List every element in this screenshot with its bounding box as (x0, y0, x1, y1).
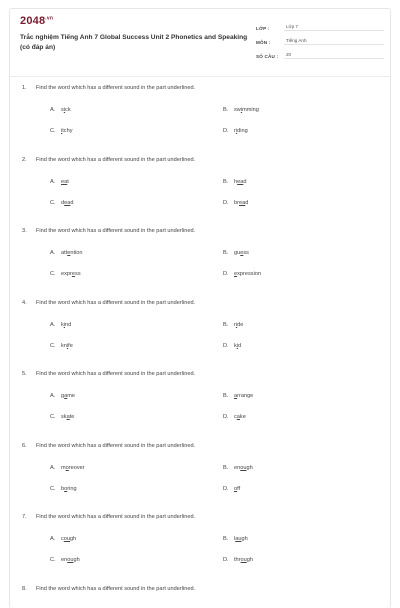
option-letter: C. (50, 342, 56, 349)
meta-count-row (256, 45, 384, 59)
question-text: Find the word which has a different sound in the part underlined. (36, 514, 196, 520)
option-a[interactable] (50, 179, 69, 185)
option-letter: A. (50, 321, 56, 328)
word-prefix: gu (234, 250, 241, 256)
word-suffix: ss (75, 271, 81, 277)
question-3 (22, 228, 382, 277)
option-word (61, 486, 77, 492)
word-prefix: expr (61, 271, 72, 277)
option-word (234, 107, 259, 113)
word-suffix: reover (68, 464, 85, 471)
word-suffix: ck (65, 107, 71, 113)
header-divider (10, 76, 390, 77)
word-prefix: en (61, 557, 68, 563)
option-letter: B. (223, 178, 229, 185)
meta-subject-row (256, 31, 384, 45)
word-underlined-part: a (234, 393, 238, 399)
option-letter: D. (223, 271, 229, 277)
option-c[interactable] (50, 557, 80, 563)
option-letter: A. (50, 393, 56, 399)
word-suffix: ntion (70, 250, 83, 256)
word-prefix: en (234, 464, 241, 471)
meta-class-label: LỚP : (256, 26, 270, 31)
word-underlined-part: e (67, 250, 71, 256)
word-suffix: d (245, 199, 249, 206)
word-underlined-part: ou (67, 557, 74, 563)
word-prefix: sw (234, 107, 241, 113)
option-word (61, 322, 71, 328)
word-prefix: s (61, 107, 64, 113)
option-word (61, 536, 76, 542)
option-d[interactable] (223, 128, 248, 134)
word-suffix: te (69, 414, 75, 420)
question-text: Find the word which has a different sound in the part underlined. (36, 585, 196, 592)
question-6 (22, 442, 382, 492)
question-number: 2. (22, 156, 27, 163)
word-underlined-part: e (71, 271, 76, 277)
word-underlined-part: e (234, 271, 238, 277)
word-prefix: r (234, 321, 236, 328)
meta-subject-label: MÔN : (256, 40, 271, 45)
option-word (234, 486, 240, 492)
word-underlined-part: ou (240, 464, 247, 471)
option-b[interactable] (223, 107, 259, 113)
option-word (234, 393, 253, 399)
word-prefix: l (234, 536, 236, 542)
word-prefix: c (234, 414, 237, 420)
word-suffix: gh (241, 536, 248, 542)
word-suffix: ring (67, 485, 77, 492)
option-word (234, 179, 246, 185)
meta-class-value: Lớp 7 (284, 24, 384, 31)
word-underlined-part: i (235, 128, 238, 134)
option-word (234, 343, 241, 349)
option-word (61, 393, 75, 399)
option-b[interactable] (223, 179, 246, 185)
word-underlined-part: a (236, 414, 240, 420)
option-word (61, 465, 85, 471)
question-text: Find the word which has a different sound in the part underlined. (36, 371, 196, 377)
word-suffix: gh (70, 536, 77, 542)
option-word (234, 128, 248, 134)
word-prefix: g (61, 393, 65, 399)
word-underlined-part: e (240, 250, 244, 256)
option-b[interactable] (223, 250, 249, 256)
option-c[interactable] (50, 414, 74, 420)
option-letter: B. (223, 250, 229, 256)
option-d[interactable] (223, 414, 246, 420)
option-letter: C. (50, 128, 56, 134)
word-underlined-part: i (235, 321, 238, 328)
word-suffix: t (67, 178, 69, 185)
option-word (234, 557, 253, 563)
word-prefix: sk (61, 414, 67, 420)
word-underlined-part: ea (237, 178, 244, 185)
word-underlined-part: i (236, 342, 239, 349)
question-prompt (22, 85, 382, 95)
word-suffix: ss (243, 250, 249, 256)
question-number: 8. (22, 585, 27, 592)
question-number: 1. (22, 85, 27, 91)
word-suffix: d (238, 342, 242, 349)
option-word (234, 536, 248, 542)
question-1 (22, 85, 382, 134)
option-letter: B. (223, 393, 229, 399)
option-letter: B. (223, 107, 229, 113)
option-word (61, 107, 71, 113)
question-prompt (22, 157, 382, 167)
option-word (61, 343, 73, 349)
word-underlined-part: ou (240, 557, 247, 563)
option-word (234, 200, 248, 206)
word-prefix: b (61, 485, 65, 492)
option-a[interactable] (50, 465, 85, 471)
option-a[interactable] (50, 393, 75, 399)
option-word (234, 465, 253, 471)
question-2 (22, 156, 382, 206)
meta-info (256, 17, 384, 59)
option-word (61, 179, 69, 185)
word-underlined-part: ea (64, 199, 71, 206)
word-underlined-part: ea (238, 199, 246, 206)
option-word (234, 271, 261, 277)
word-prefix: h (234, 178, 238, 185)
logo[interactable] (20, 15, 53, 27)
question-7 (22, 514, 382, 563)
option-a[interactable] (50, 250, 83, 256)
option-d[interactable] (223, 486, 240, 492)
word-suffix: xpression (237, 271, 262, 277)
option-d[interactable] (223, 557, 253, 563)
question-prompt (22, 443, 382, 453)
word-underlined-part: o (234, 485, 238, 492)
meta-class-row (256, 17, 384, 31)
word-underlined-part: ou (63, 536, 71, 542)
option-d[interactable] (223, 343, 241, 349)
option-b[interactable] (223, 393, 253, 399)
word-underlined-part: i (61, 128, 63, 134)
question-text: Find the word which has a different sound in the part underlined. (36, 228, 196, 234)
word-suffix: tchy (62, 128, 73, 134)
word-underlined-part: i (63, 107, 66, 113)
option-letter: D. (223, 485, 229, 492)
page-title: Trắc nghiệm Tiếng Anh 7 Global Success Unit 2 Phonetics and Speaking (có đáp án) (20, 34, 248, 51)
option-b[interactable] (223, 465, 253, 471)
option-letter: D. (223, 557, 229, 563)
option-b[interactable] (223, 322, 243, 328)
option-word (61, 271, 81, 277)
word-suffix: gh (73, 557, 80, 563)
option-a[interactable] (50, 536, 76, 542)
word-suffix: d (70, 199, 74, 206)
option-a[interactable] (50, 322, 71, 328)
option-letter: B. (223, 321, 229, 328)
option-c[interactable] (50, 271, 81, 277)
option-c[interactable] (50, 486, 77, 492)
question-prompt (22, 586, 382, 596)
option-word (61, 557, 80, 563)
question-text: Find the word which has a different sound in the part underlined. (36, 85, 196, 91)
word-suffix: rrange (237, 393, 254, 399)
question-8 (22, 586, 382, 596)
word-prefix: k (234, 342, 237, 349)
option-a[interactable] (50, 107, 71, 113)
option-d[interactable] (223, 271, 261, 277)
question-prompt (22, 228, 382, 238)
word-underlined-part: o (64, 485, 68, 492)
header (10, 9, 390, 66)
option-c[interactable] (50, 200, 73, 206)
option-letter: D. (223, 199, 229, 206)
option-word (61, 250, 83, 256)
word-underlined-part: ea (61, 178, 68, 185)
word-suffix: gh (246, 557, 253, 563)
option-letter: A. (50, 536, 56, 542)
word-prefix: r (234, 128, 236, 134)
question-number: 7. (22, 514, 27, 520)
logo-domain: .vn (45, 15, 54, 22)
option-letter: C. (50, 199, 56, 206)
option-letter: C. (50, 485, 56, 492)
word-suffix: ff (237, 485, 241, 492)
word-suffix: gh (246, 464, 253, 471)
option-letter: C. (50, 414, 56, 420)
option-c[interactable] (50, 343, 73, 349)
option-d[interactable] (223, 200, 248, 206)
question-text: Find the word which has a different sound in the part underlined. (36, 156, 196, 163)
option-word (234, 322, 243, 328)
option-letter: C. (50, 557, 56, 563)
question-prompt (22, 300, 382, 310)
word-underlined-part: a (66, 414, 70, 420)
option-letter: D. (223, 342, 229, 349)
word-suffix: d (243, 178, 247, 185)
option-letter: B. (223, 536, 229, 542)
question-prompt (22, 514, 382, 524)
question-5 (22, 371, 382, 420)
option-letter: A. (50, 464, 56, 471)
logo-text: 2048 (20, 15, 46, 27)
word-prefix: k (61, 321, 64, 328)
word-suffix: fe (68, 342, 73, 349)
option-letter: A. (50, 178, 56, 185)
word-suffix: ding (237, 128, 248, 134)
question-number: 5. (22, 371, 27, 377)
option-word (234, 250, 249, 256)
option-b[interactable] (223, 536, 248, 542)
word-prefix: thr (234, 557, 241, 563)
word-suffix: mming (242, 107, 259, 113)
word-underlined-part: o (65, 464, 69, 471)
question-text: Find the word which has a different sound in the part underlined. (36, 442, 196, 449)
word-prefix: kn (61, 342, 67, 349)
option-letter: A. (50, 250, 56, 256)
question-number: 6. (22, 442, 27, 449)
meta-subject-value: Tiếng Anh (284, 38, 384, 45)
word-underlined-part: i (63, 321, 66, 328)
word-prefix: d (61, 199, 65, 206)
word-suffix: nd (65, 321, 72, 328)
option-c[interactable] (50, 128, 73, 134)
option-letter: D. (223, 128, 229, 134)
option-letter: A. (50, 107, 56, 113)
option-word (234, 414, 246, 420)
option-letter: C. (50, 271, 56, 277)
question-prompt (22, 371, 382, 381)
word-underlined-part: i (66, 342, 69, 349)
meta-count-value: 20 (284, 52, 384, 59)
worksheet-page (9, 8, 391, 608)
question-number: 3. (22, 228, 27, 234)
question-4 (22, 299, 382, 349)
word-prefix: m (61, 464, 66, 471)
word-underlined-part: i (240, 107, 243, 113)
question-number: 4. (22, 299, 27, 306)
word-suffix: de (237, 321, 244, 328)
word-prefix: att (61, 250, 68, 256)
meta-count-label: SỐ CÂU : (256, 54, 279, 59)
option-letter: B. (223, 464, 229, 471)
word-prefix: br (234, 199, 239, 206)
word-underlined-part: au (235, 536, 242, 542)
word-suffix: ke (239, 414, 246, 420)
word-prefix: c (61, 536, 64, 542)
option-word (61, 128, 73, 134)
word-suffix: me (67, 393, 76, 399)
word-underlined-part: a (64, 393, 68, 399)
option-word (61, 414, 74, 420)
question-text: Find the word which has a different sound in the part underlined. (36, 299, 196, 306)
option-letter: D. (223, 414, 229, 420)
option-word (61, 200, 73, 206)
